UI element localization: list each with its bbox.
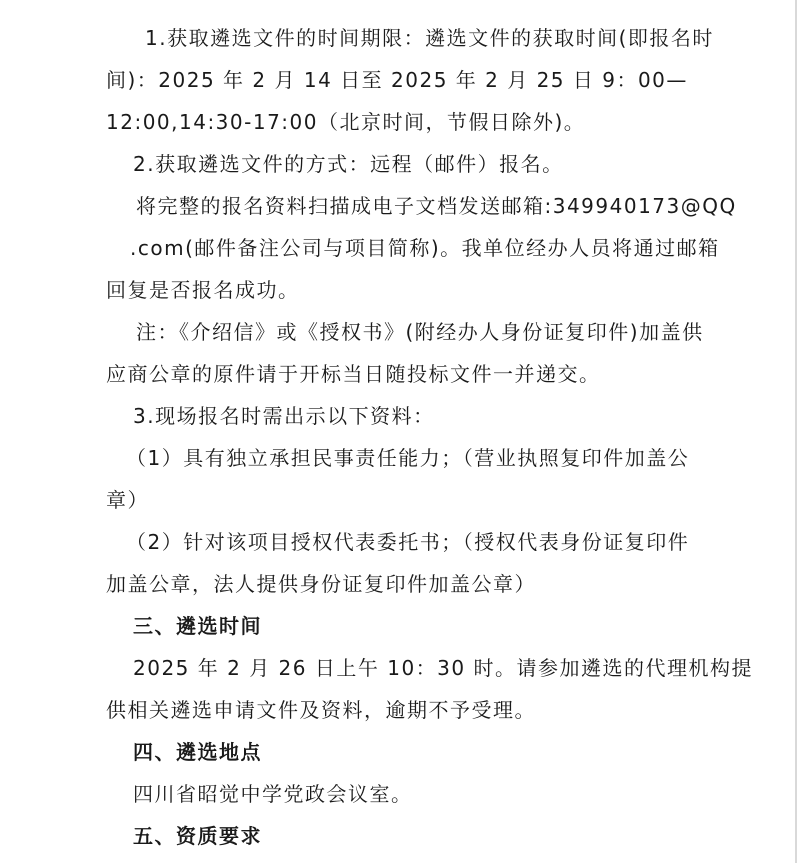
section-heading: 三、遴选时间 [133,614,262,638]
paragraph-line: .com(邮件备注公司与项目简称)。我单位经办人员将通过邮箱 [130,236,720,260]
paragraph-line: 12:00,14:30-17:00（北京时间，节假日除外)。 [106,110,586,134]
paragraph-line: 应商公章的原件请于开标当日随投标文件一并递交。 [106,362,601,386]
paragraph-line: （1）具有独立承担民事责任能力；（营业执照复印件加盖公 [126,446,690,470]
paragraph-line: 2025 年 2 月 26 日上午 10：30 时。请参加遴选的代理机构提 [133,656,753,680]
paragraph-line: 3.现场报名时需出示以下资料： [133,404,435,428]
paragraph-line: 加盖公章，法人提供身份证复印件加盖公章） [106,572,536,596]
paragraph-line: 1.获取遴选文件的时间期限：遴选文件的获取时间(即报名时 [145,26,714,50]
paragraph-line: 章） [106,488,149,512]
section-heading: 五、资质要求 [133,824,262,848]
paragraph-line: 供相关遴选申请文件及资料，逾期不予受理。 [106,698,536,722]
paragraph-line: （2）针对该项目授权代表委托书；（授权代表身份证复印件 [126,530,690,554]
paragraph-line: 回复是否报名成功。 [106,278,300,302]
paragraph-line: 间)：2025 年 2 月 14 日至 2025 年 2 月 25 日 9：00— [106,68,688,92]
paragraph-line: 2.获取遴选文件的方式：远程（邮件）报名。 [133,152,564,176]
paragraph-line: 注：《介绍信》或《授权书》(附经办人身份证复印件)加盖供 [136,320,704,344]
section-heading: 四、遴选地点 [133,740,262,764]
paragraph-line: 将完整的报名资料扫描成电子文档发送邮箱:349940173@QQ [136,194,737,218]
paragraph-line: 四川省昭觉中学党政会议室。 [133,782,413,806]
